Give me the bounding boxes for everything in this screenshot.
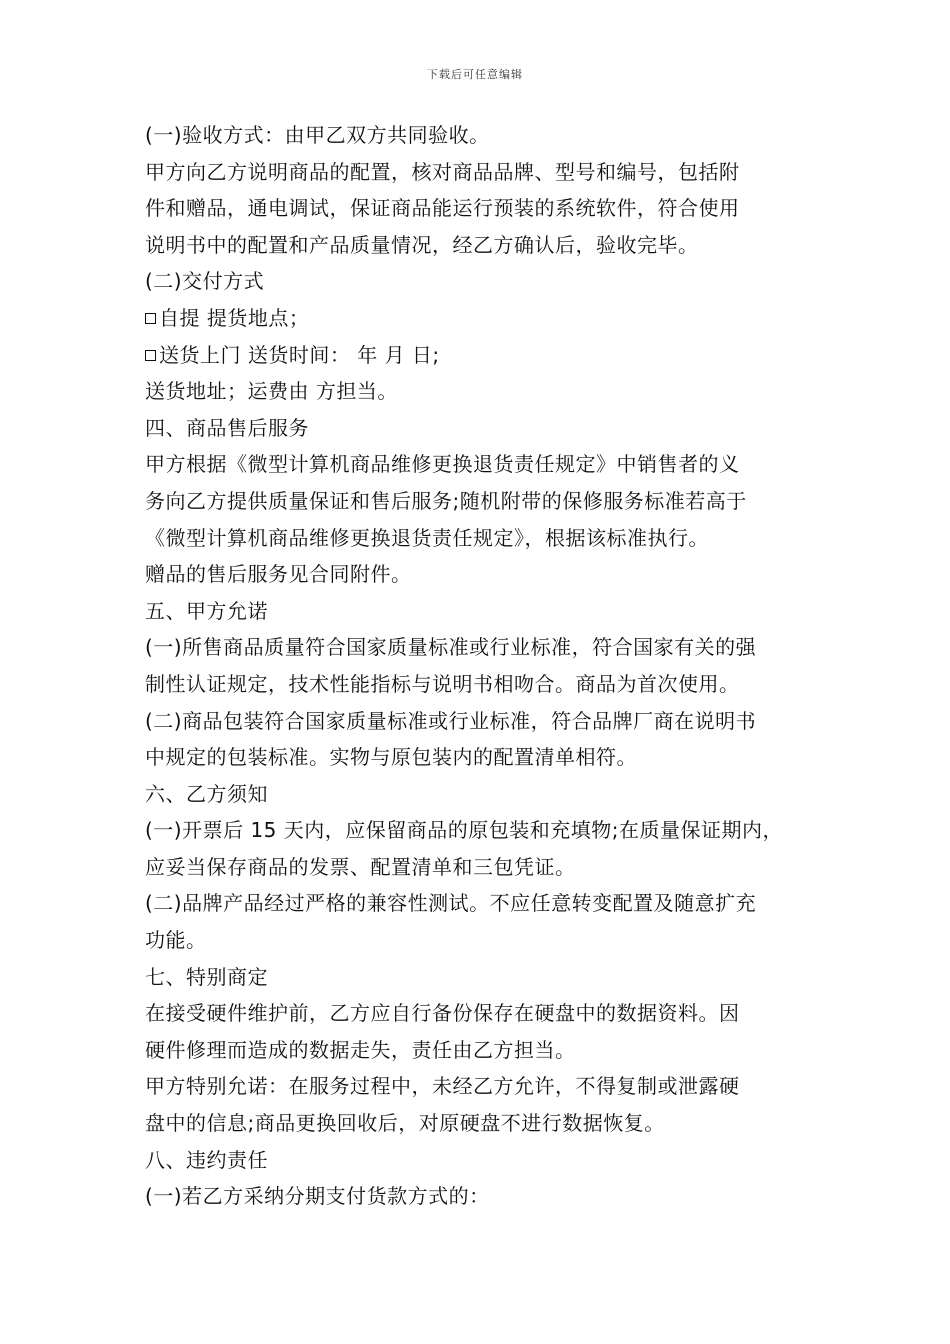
text-line: 盘中的信息;商品更换回收后，对原硬盘不进行数据恢复。	[145, 1111, 665, 1136]
text-line: 应妥当保存商品的发票、配置清单和三包凭证。	[145, 854, 576, 879]
section-heading: 八、违约责任	[145, 1147, 268, 1172]
text-line: (一)开票后 15 天内，应保留商品的原包装和充填物;在质量保证期内，	[145, 818, 784, 843]
section-heading: 七、特别商定	[145, 964, 268, 989]
checkbox-line-delivery	[145, 337, 825, 374]
text-line: (二)品牌产品经过严格的兼容性测试。不应任意转变配置及随意扩充	[145, 891, 757, 916]
section-heading: 五、甲方允诺	[145, 598, 268, 623]
text-line: 务向乙方提供质量保证和售后服务;随机附带的保修服务标准若高于	[145, 488, 747, 513]
text-line: 甲方向乙方说明商品的配置，核对商品品牌、型号和编号，包括附	[145, 159, 740, 184]
text-line: (一)所售商品质量符合国家质量标准或行业标准，符合国家有关的强	[145, 635, 757, 660]
text-line: 制性认证规定，技术性能指标与说明书相吻合。商品为首次使用。	[145, 671, 740, 696]
text-line: (一)验收方式：由甲乙双方共同验收。	[145, 123, 490, 147]
page-header-note: 下载后可任意编辑	[427, 68, 523, 81]
text-line: 件和赠品，通电调试，保证商品能运行预装的系统软件，符合使用	[145, 196, 740, 221]
checkbox-icon[interactable]	[145, 313, 156, 324]
text-line: (二)商品包装符合国家质量标准或行业标准，符合品牌厂商在说明书	[145, 708, 757, 733]
text-line: 甲方根据《微型计算机商品维修更换退货责任规定》中销售者的义	[145, 452, 740, 477]
text-line: 在接受硬件维护前，乙方应自行备份保存在硬盘中的数据资料。因	[145, 1001, 740, 1026]
text-line: 硬件修理而造成的数据走失，责任由乙方担当。	[145, 1037, 576, 1062]
checkbox-line-self-pickup	[145, 300, 825, 337]
text-line: 《微型计算机商品维修更换退货责任规定》，根据该标准执行。	[145, 525, 709, 550]
text-line: (一)若乙方采纳分期支付货款方式的：	[145, 1184, 490, 1209]
section-heading: 四、商品售后服务	[145, 415, 309, 440]
text-line: 赠品的售后服务见合同附件。	[145, 562, 412, 587]
text-line: 送货地址；运费由 方担当。	[145, 379, 398, 404]
checkbox-label: 送货上门 送货时间： 年 月 日;	[159, 342, 440, 367]
text-line: 中规定的包装标准。实物与原包装内的配置清单相符。	[145, 745, 637, 770]
text-line: (二)交付方式	[145, 269, 265, 294]
checkbox-icon[interactable]	[145, 350, 156, 361]
checkbox-label: 自提 提货地点；	[159, 305, 310, 330]
text-line: 功能。	[145, 928, 207, 953]
document-body	[145, 117, 825, 1215]
text-line: 说明书中的配置和产品质量情况，经乙方确认后，验收完毕。	[145, 232, 699, 257]
section-heading: 六、乙方须知	[145, 781, 268, 806]
text-line: 甲方特别允诺：在服务过程中，未经乙方允许，不得复制或泄露硬	[145, 1074, 740, 1099]
